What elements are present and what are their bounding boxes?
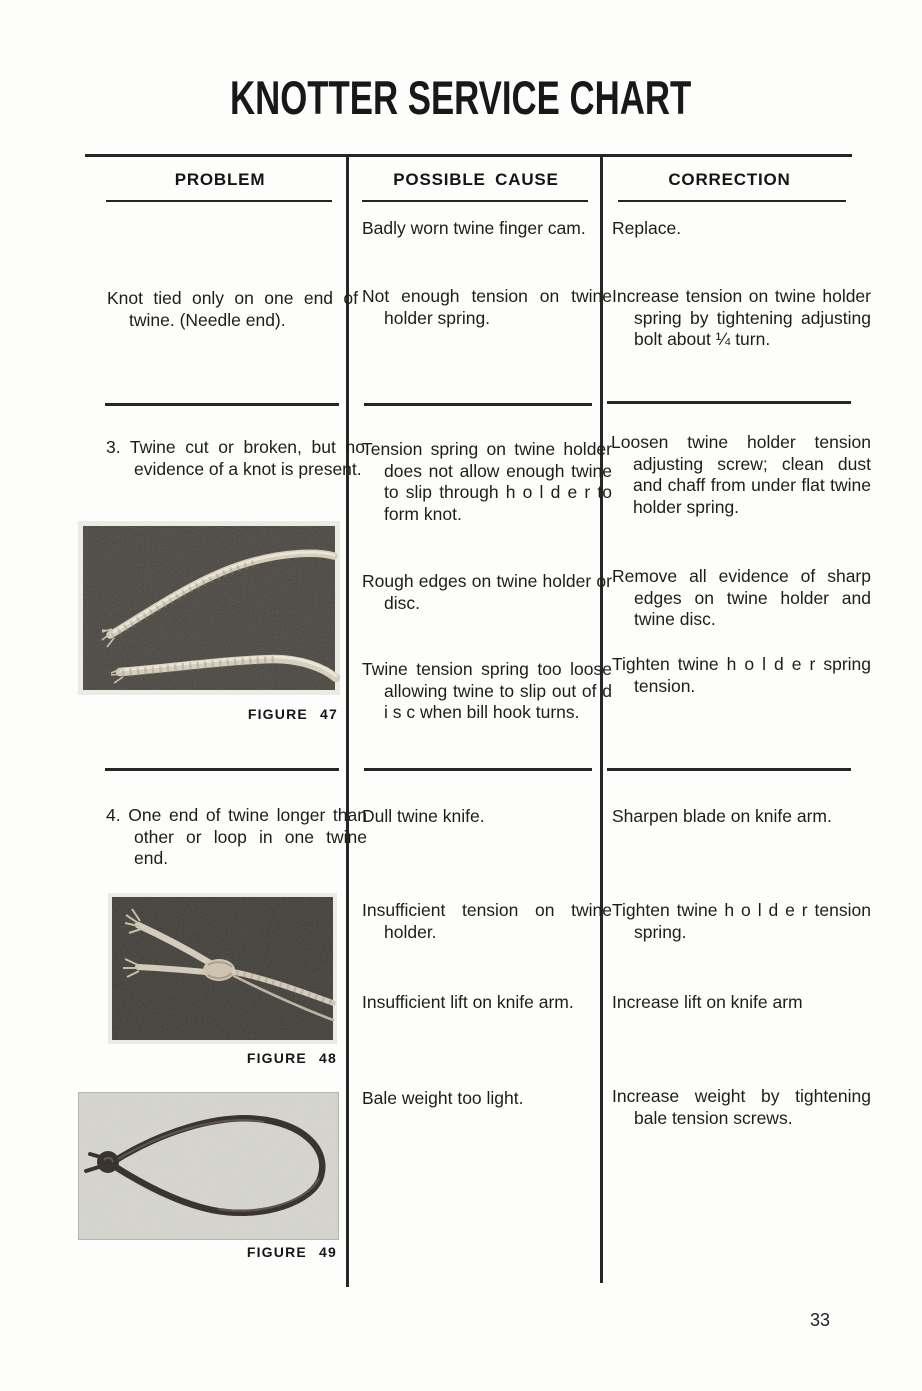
header-cause: POSSIBLE CAUSE [393, 170, 559, 189]
problem-cell: 3. Twine cut or broken, but no evidence of a knot is present. [106, 437, 365, 479]
figure-49-image [78, 1092, 339, 1240]
correction-cell: Increase weight by tightening bale tension screws. [612, 1086, 871, 1128]
header-correction: CORRECTION [668, 170, 791, 189]
row-divider [105, 403, 339, 406]
page-title [0, 70, 922, 125]
correction-cell: Increase lift on knife arm [612, 992, 803, 1012]
cause-cell: Badly worn twine finger cam. [362, 218, 586, 238]
cause-cell: Insufficient tension on twine holder. [362, 900, 612, 942]
row-divider [607, 401, 851, 404]
problem-cell: 4. One end of twine longer than other or loop in one twine end. [106, 805, 367, 869]
correction-cell: Sharpen blade on knife arm. [612, 806, 832, 826]
table-top-rule [85, 154, 852, 157]
figure-47-image [78, 521, 340, 695]
page-title-text: KNOTTER SERVICE CHART [230, 71, 692, 124]
header-underline-problem [106, 200, 332, 202]
cause-cell: Tension spring on twine holder does not allow enough twine to slip through h o l d e r to form knot. [362, 439, 612, 524]
page-number: 33 [809, 1310, 830, 1330]
cause-cell: Insufficient lift on knife arm. [362, 992, 574, 1012]
correction-cell: Increase tension on twine holder spring by tightening adjusting bolt about ¼ turn. [612, 286, 871, 350]
row-divider [607, 768, 851, 771]
header-underline-correction [618, 200, 846, 202]
correction-cell: Tighten twine h o l d e r spring tension. [612, 654, 871, 696]
correction-cell: Loosen twine holder tension adjusting screw; clean dust and chaff from under flat twine holder spring. [611, 432, 871, 517]
correction-cell: Replace. [612, 218, 682, 238]
figure-49-caption: FIGURE 49 [246, 1244, 337, 1260]
row-divider [364, 768, 592, 771]
cause-cell: Dull twine knife. [362, 806, 485, 826]
correction-cell: Remove all evidence of sharp edges on twine holder and twine disc. [612, 566, 871, 630]
header-problem: PROBLEM [174, 170, 266, 189]
figure-48-photo [108, 893, 337, 1044]
row-divider [105, 768, 339, 771]
cause-cell: Twine tension spring too loose allowing twine to slip out of d i s c when bill hook turns. [362, 659, 612, 723]
twine-knot [203, 959, 235, 981]
figure-48-caption: FIGURE 48 [246, 1050, 337, 1066]
cause-cell: Rough edges on twine holder or disc. [362, 571, 612, 613]
header-underline-cause [362, 200, 588, 202]
problem-cell: Knot tied only on one end of twine. (Needle end). [107, 288, 358, 330]
figure-49-photo [78, 1092, 339, 1240]
cause-cell: Bale weight too light. [362, 1088, 524, 1108]
row-divider [364, 403, 592, 406]
correction-cell: Tighten twine h o l d e r tension spring. [612, 900, 871, 942]
figure-48-image [108, 893, 337, 1044]
figure-47-caption: FIGURE 47 [247, 706, 338, 722]
cause-cell: Not enough tension on twine holder spring. [362, 286, 612, 328]
figure-47-photo [78, 521, 340, 695]
